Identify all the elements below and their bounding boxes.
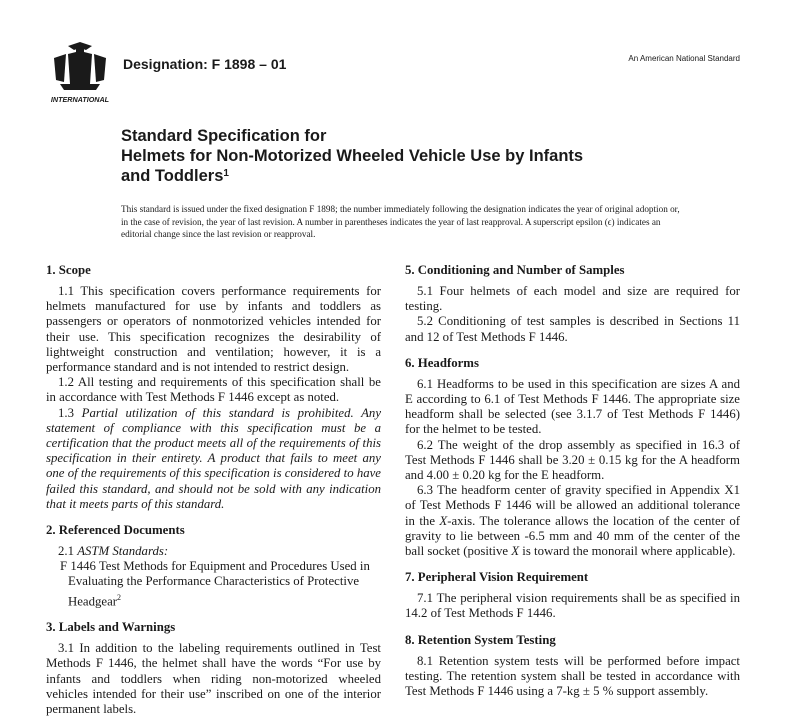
title-line-2: Helmets for Non-Motorized Wheeled Vehicle Use by Infants [121, 147, 584, 165]
paragraph-6-3: 6.3 The headform center of gravity specified in Appendix X1 of Test Methods F 1446 will be allowed an additional tolerance in the X-axis. The tolerance allows the location of the center of gravity to lie between -6.5 mm and 40 mm of the center of the ball socket (positive X is toward the monorail where applicable). [405, 483, 740, 559]
section-heading-scope: 1. Scope [46, 263, 91, 277]
left-column [46, 262, 381, 717]
section-heading-conditioning: 5. Conditioning and Number of Samples [405, 263, 625, 277]
title-line-1: Standard Specification for [121, 127, 327, 145]
section-heading-peripheral: 7. Peripheral Vision Requirement [405, 570, 589, 585]
issuance-note: This standard is issued under the fixed designation F 1898; the number immediately following the designation indicates the year of original adoption or, in the case of revision, the year of last revision. A number in parentheses indicates the year of last reapproval. A superscript epsilon (ϵ) indicates an editorial change since the last revision or reapproval. [121, 204, 680, 239]
paragraph-5-2: 5.2 Conditioning of test samples is described in Sections 11 and 12 of Test Methods F 1446. [405, 314, 740, 344]
paragraph-3-1: 3.1 In addition to the labeling requirements outlined in Test Methods F 1446, the helmet shall have the words “For use by infants and toddlers when riding non-motorized wheeled vehicles intended for their use” inscribed on one of the interior permanent labels. [46, 641, 381, 716]
paragraph-6-1: 6.1 Headforms to be used in this specification are sizes A and E according to 6.1 of Test Methods F 1446. The appropriate size headform shall be selected (see 3.1.7 of Test Methods F 1446) for the helmet to be tested. [405, 376, 740, 437]
paragraph-1-2: 1.2 All testing and requirements of this specification shall be in accordance with Test Methods F 1446 except as noted. [46, 375, 381, 405]
right-column [405, 262, 740, 699]
paragraph-5-1: 5.1 Four helmets of each model and size are required for testing. [405, 284, 740, 314]
logo-sub-text: INTERNATIONAL [50, 95, 110, 104]
paragraph-8-1: 8.1 Retention system tests will be performed before impact testing. The retention system shall be tested in accordance with Test Methods F 1446 using a 7-kg ± 5 % support assembly. [405, 653, 740, 699]
title-footnote-mark: 1 [223, 168, 229, 179]
paragraph-1-1: 1.1 This specification covers performance requirements for helmets manufactured for use by infants and toddlers as passengers or operators of nonmotorized vehicles intended for their use. This specification recognizes the desirability of lightweight construction and ventilation; however, it is a performance standard and is not intended to restrict design. [46, 284, 381, 375]
paragraph-7-1: 7.1 The peripheral vision requirements shall be as specified in 14.2 of Test Methods F 1446. [405, 591, 740, 621]
title-line-3: and Toddlers$^1$ [121, 167, 229, 185]
section-heading-headforms: 6. Headforms [405, 355, 479, 370]
section-heading-retention: 8. Retention System Testing [405, 632, 556, 647]
paragraph-6-2: 6.2 The weight of the drop assembly as specified in 16.3 of Test Methods F 1446 shall be 3.20 ± 0.15 kg for the A headform and 4.00 ± 0.20 kg for the E headform. [405, 437, 740, 483]
paragraph-1-3: 1.3 Partial utilization of this standard is prohibited. Any statement of compliance with this specification must be a certification that the product meets all of the requirements of this specification in their entirety. A product that fails to meet any one of the requirements of this specification is considered to have failed this standard, and should not be sold with any indication that it meets parts of this standard. [46, 405, 381, 511]
astm-logo-icon [46, 40, 114, 104]
reference-f1446: F 1446 Test Methods for Equipment and Procedures Used in Evaluating the Performance Characteristics of Protective Headgear$^2$ [60, 559, 370, 608]
paragraph-2-1: 2.1 ASTM Standards: [58, 544, 169, 559]
designation: Designation: F 1898 – 01 [123, 56, 287, 72]
national-standard-label: An American National Standard [628, 54, 740, 63]
section-heading-labels: 3. Labels and Warnings [46, 620, 176, 635]
section-heading-referenced: 2. Referenced Documents [46, 523, 185, 538]
document-title [121, 126, 583, 186]
